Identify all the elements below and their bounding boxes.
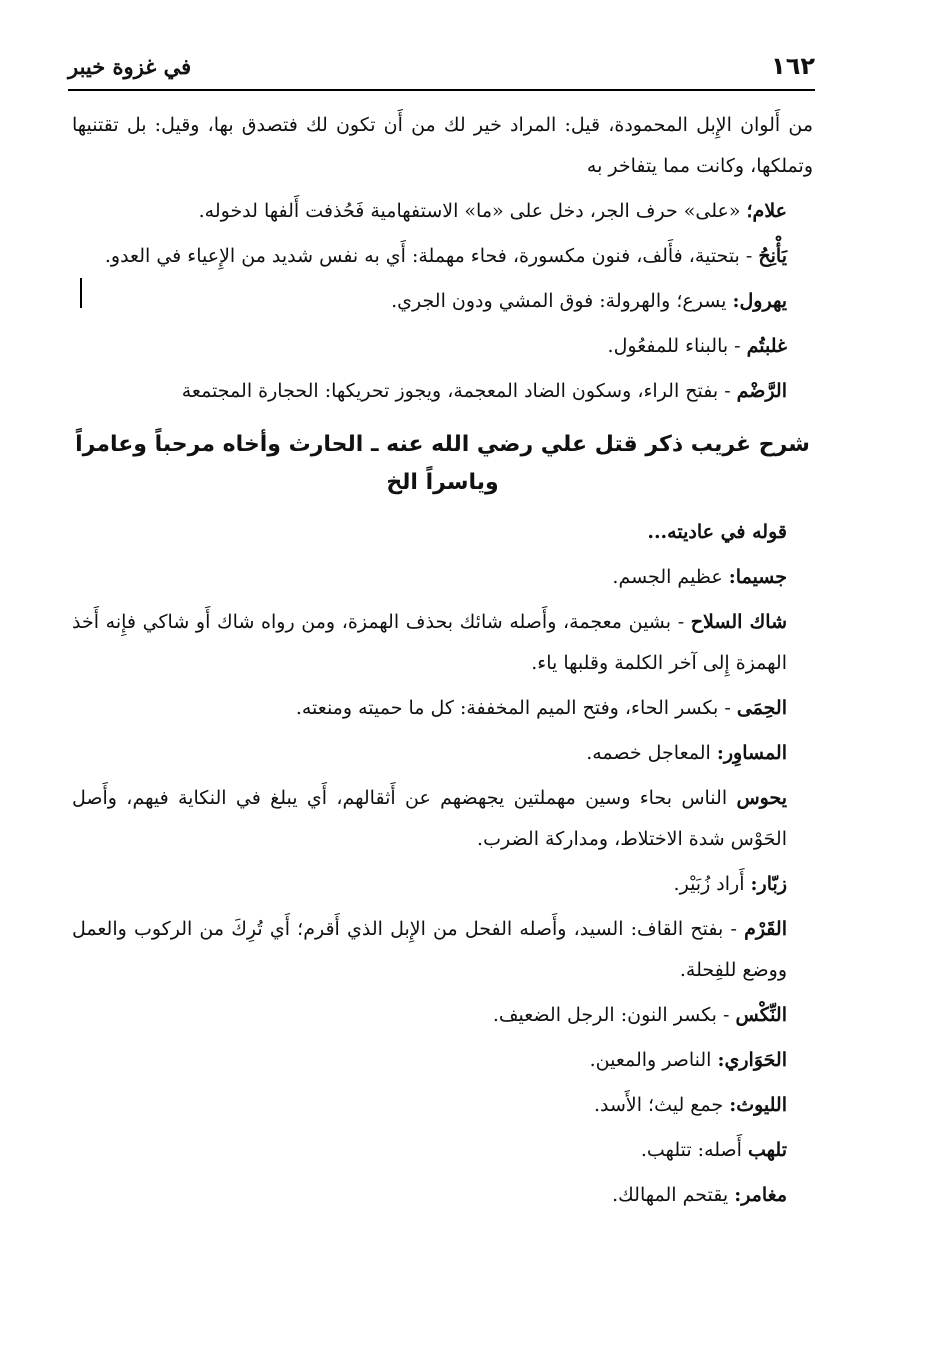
glossary-definition: - بتحتية، فأَلف، فنون مكسورة، فحاء مهملة: أَي به نفس شديد من الإِعياء في العدو. xyxy=(104,245,759,267)
glossary-definition: أَراد زُبَيْر. xyxy=(673,873,751,895)
page-header xyxy=(68,52,815,88)
section-heading: شرح غريب ذكر قتل علي رضي الله عنه ـ الحارث وأخاه مرحباً وعامراً وياسراً الخ xyxy=(75,432,810,495)
glossary-term: الرَّضْم xyxy=(736,380,787,402)
paragraph xyxy=(72,105,813,187)
glossary-term: المساوِر: xyxy=(716,742,787,764)
paragraph xyxy=(72,236,813,277)
paragraph xyxy=(72,281,813,322)
glossary-definition: الناس بحاء وسين مهملتين يجهضهم عن أَثقالهم، أَي يبلغ في النكاية فيهم، وأَصل الحَوْس شدة الاختلاط، ومداركة الضرب. xyxy=(72,787,787,850)
glossary-term: يَأْنِحُ xyxy=(758,245,787,267)
glossary-term: الحِمَى xyxy=(736,697,787,719)
glossary-definition: أَصله: تتلهب. xyxy=(640,1139,748,1161)
paragraph xyxy=(72,371,813,412)
glossary-term: جسيما: xyxy=(728,566,787,588)
glossary-definition: - بفتح القاف: السيد، وأَصله الفحل من الإِبل الذي أَقرم؛ أَي تُرِكَ من الركوب والعمل ووضع للفِحلة. xyxy=(72,918,787,981)
glossary-term: يهرول: xyxy=(732,290,787,312)
paragraph xyxy=(72,909,813,991)
glossary-term: الحَوَاري: xyxy=(717,1049,787,1071)
glossary-definition: جمع ليث؛ الأَسد. xyxy=(593,1094,730,1116)
paragraph xyxy=(72,191,813,232)
glossary-definition: يقتحم المهالك. xyxy=(612,1184,735,1206)
paragraph xyxy=(72,1130,813,1171)
glossary-definition: يسرع؛ والهرولة: فوق المشي ودون الجري. xyxy=(391,290,733,312)
glossary-definition: - بكسر الحاء، وفتح الميم المخففة: كل ما حميته ومنعته. xyxy=(295,697,737,719)
glossary-definition: - بشين معجمة، وأَصله شائك بحذف الهمزة، ومن رواه شاك أَو شاكي فإِنه أَخذ الهمزة إِلى آخر الكلمة وقلبها ياء. xyxy=(72,611,787,674)
glossary-term: شاك السلاح xyxy=(690,611,787,633)
paragraph xyxy=(72,512,813,553)
paragraph xyxy=(72,778,813,860)
glossary-definition: المعاجل خصمه. xyxy=(586,742,717,764)
header-rule xyxy=(68,89,815,91)
glossary-definition: عظيم الجسم. xyxy=(612,566,729,588)
paragraph-group-glossary xyxy=(72,512,813,1216)
glossary-definition: الناصر والمعين. xyxy=(589,1049,718,1071)
glossary-term: الليوث: xyxy=(729,1094,787,1116)
glossary-term: قوله في عاديته... xyxy=(647,521,787,543)
glossary-term: النِّكْس xyxy=(735,1004,787,1026)
glossary-definition: من أَلوان الإِبل المحمودة، قيل: المراد خير لك من أَن تكون لك فتصدق بها، وقيل: بل تقتنيها وتملكها، وكانت مما يتفاخر به xyxy=(72,114,813,177)
paragraph xyxy=(72,1175,813,1216)
glossary-term: القَرْم xyxy=(744,918,787,940)
glossary-term: يحوس xyxy=(736,787,787,809)
body-text xyxy=(72,105,813,1220)
glossary-term: تلهب xyxy=(748,1139,787,1161)
paragraph-group-intro xyxy=(72,105,813,412)
glossary-definition: - بالبناء للمفعُول. xyxy=(607,335,747,357)
glossary-term: زبّار: xyxy=(750,873,787,895)
glossary-definition: - بكسر النون: الرجل الضعيف. xyxy=(492,1004,736,1026)
paragraph xyxy=(72,1040,813,1081)
running-title: في غزوة خيبر xyxy=(68,54,192,79)
paragraph xyxy=(72,688,813,729)
glossary-term: مغامر: xyxy=(734,1184,787,1206)
glossary-definition: - بفتح الراء، وسكون الضاد المعجمة، ويجوز تحريكها: الحجارة المجتمعة xyxy=(181,380,737,402)
glossary-term: غلبتُم xyxy=(746,335,787,357)
paragraph xyxy=(72,864,813,905)
paragraph xyxy=(72,995,813,1036)
paragraph xyxy=(72,602,813,684)
paragraph xyxy=(72,326,813,367)
paragraph xyxy=(72,733,813,774)
glossary-definition: «على» حرف الجر، دخل على «ما» الاستفهامية فَحُذفت أَلفها لدخوله. xyxy=(198,200,747,222)
paragraph xyxy=(72,1085,813,1126)
paragraph xyxy=(72,557,813,598)
page-number: ١٦٢ xyxy=(771,52,815,80)
glossary-term: علام؛ xyxy=(746,200,787,222)
